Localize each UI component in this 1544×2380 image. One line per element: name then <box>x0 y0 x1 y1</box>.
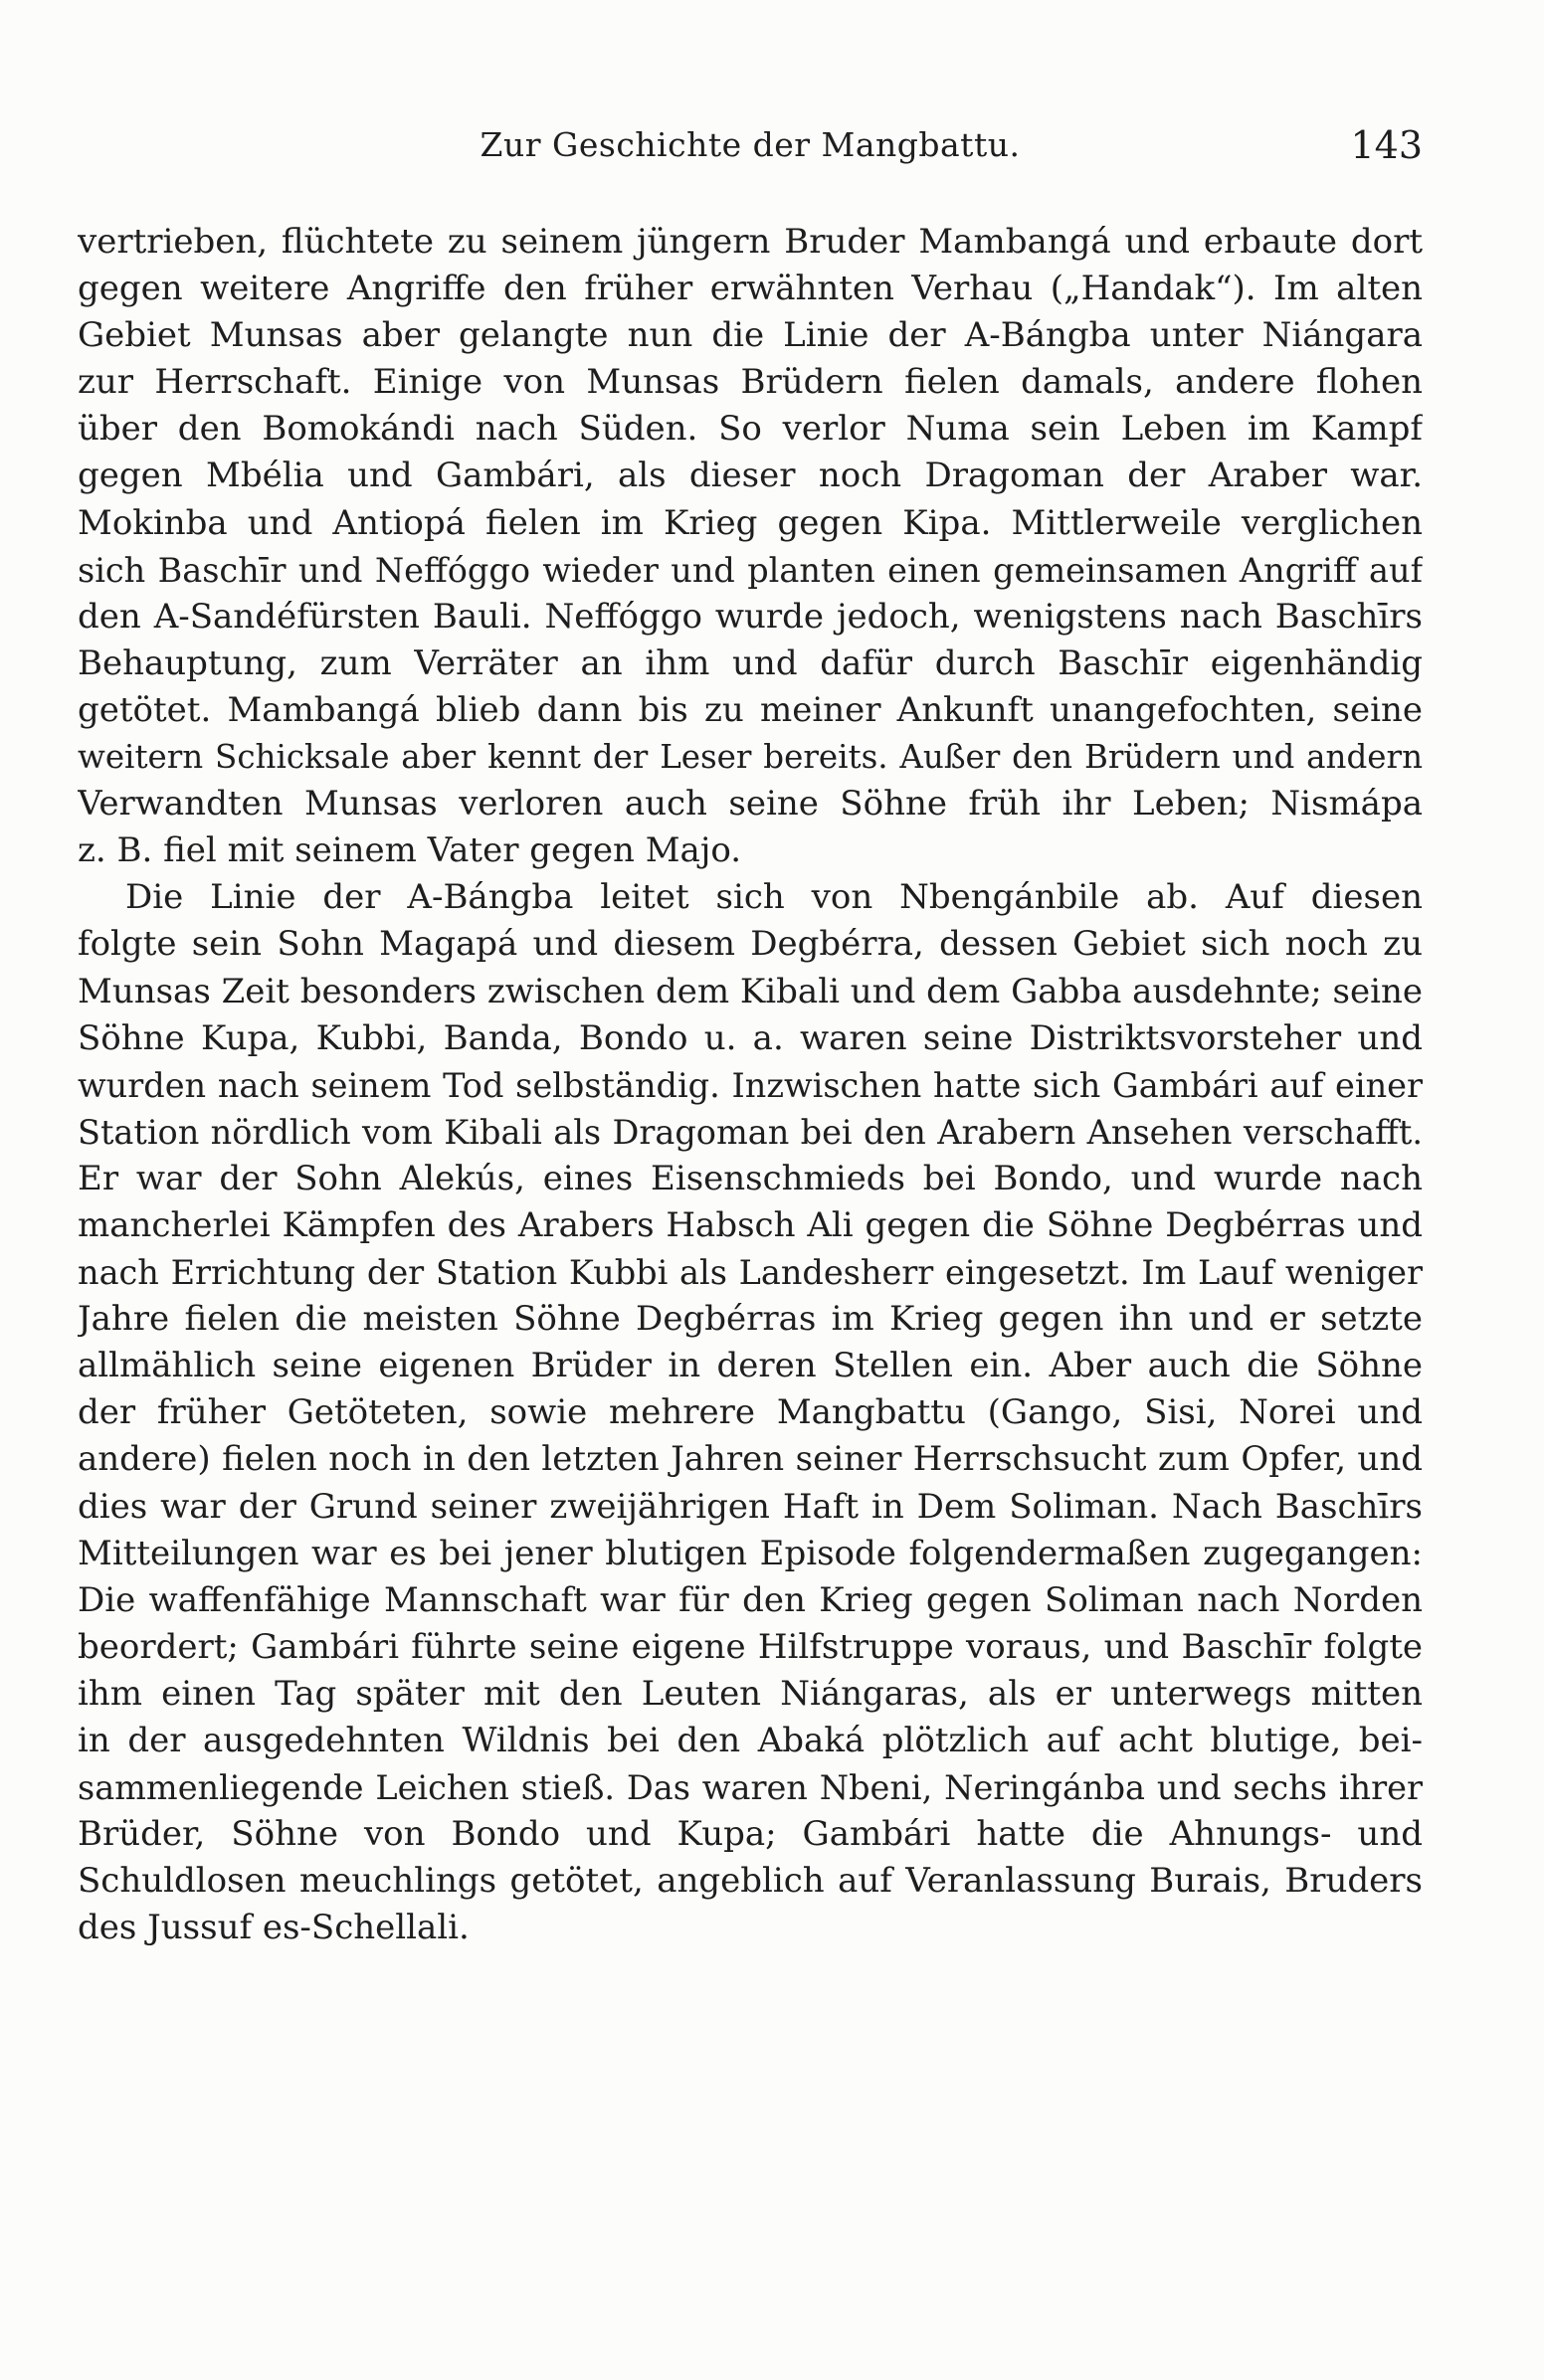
text-line: Schuldlosen meuchlings getötet, angeblich auf Veranlassung Burais, Bruders <box>78 1861 1423 1902</box>
text-line: Mitteilungen war es bei jener blutigen Episode folgendermaßen zugegangen: <box>78 1533 1423 1573</box>
page-header <box>78 125 1423 175</box>
text-line: sich Baschīr und Neffóggo wieder und planten einen gemeinsamen Angriff auf <box>78 550 1423 590</box>
text-line: andere) fielen noch in den letzten Jahren seiner Herrschsucht zum Opfer, und <box>78 1439 1423 1480</box>
text-line: Die Linie der A-Bángba leitet sich von Nbengánbile ab. Auf diesen <box>125 877 1423 918</box>
text-line: getötet. Mambangá blieb dann bis zu meiner Ankunft unangefochten, seine <box>78 689 1423 730</box>
text-line: z. B. fiel mit seinem Vater gegen Majo. <box>78 830 742 871</box>
text-line: Jahre fielen die meisten Söhne Degbérras im Krieg gegen ihn und er setzte <box>78 1299 1423 1340</box>
text-line: Munsas Zeit besonders zwischen dem Kibali und dem Gabba ausdehnte; seine <box>78 971 1423 1011</box>
text-line: Söhne Kupa, Kubbi, Banda, Bondo u. a. waren seine Distriktsvorsteher und <box>78 1017 1423 1058</box>
text-line: Verwandten Munsas verloren auch seine Söhne früh ihr Leben; Nismápa <box>78 784 1423 824</box>
text-line: des Jussuf es-Schellali. <box>78 1908 470 1948</box>
text-line: Gebiet Munsas aber gelangte nun die Linie der A-Bángba unter Niángara <box>78 315 1423 356</box>
text-line: zur Herrschaft. Einige von Munsas Brüdern fielen damals, andere flohen <box>78 362 1423 403</box>
text-line: ihm einen Tag später mit den Leuten Niángaras, als er unterwegs mitten <box>78 1673 1423 1714</box>
text-line: Die waffenfähige Mannschaft war für den Krieg gegen Soliman nach Norden <box>78 1579 1423 1620</box>
text-line: beordert; Gambári führte seine eigene Hilfstruppe voraus, und Baschīr folgte <box>78 1626 1423 1667</box>
text-line: weitern Schicksale aber kennt der Leser bereits. Außer den Brüdern und andern <box>78 738 1423 777</box>
text-line: mancherlei Kämpfen des Arabers Habsch Ali gegen die Söhne Degbérras und <box>78 1204 1423 1245</box>
text-line: vertrieben, flüchtete zu seinem jüngern Bruder Mambangá und erbaute dort <box>78 222 1423 262</box>
text-line: Behauptung, zum Verräter an ihm und dafür durch Baschīr eigenhändig <box>78 642 1423 683</box>
text-line: nach Errichtung der Station Kubbi als Landesherr eingesetzt. Im Lauf weniger <box>78 1253 1423 1293</box>
text-line: sammenliegende Leichen stieß. Das waren Nbeni, Neringánba und sechs ihrer <box>78 1768 1423 1808</box>
page-number: 143 <box>1350 123 1423 167</box>
text-line: in der ausgedehnten Wildnis bei den Abaká plötzlich auf acht blutige, bei- <box>78 1721 1423 1760</box>
running-title: Zur Geschichte der Mangbattu. <box>480 125 1021 164</box>
text-line: allmählich seine eigenen Brüder in deren Stellen ein. Aber auch die Söhne <box>78 1346 1423 1386</box>
text-line: Mokinba und Antiopá fielen im Krieg gegen Kipa. Mittlerweile verglichen <box>78 502 1423 543</box>
text-line: der früher Getöteten, sowie mehrere Mangbattu (Gango, Sisi, Norei und <box>78 1392 1423 1433</box>
text-line: den A-Sandéfürsten Bauli. Neffóggo wurde jedoch, wenigstens nach Baschīrs <box>78 596 1423 637</box>
text-line: folgte sein Sohn Magapá und diesem Degbérra, dessen Gebiet sich noch zu <box>78 924 1423 965</box>
text-line: Brüder, Söhne von Bondo und Kupa; Gambári hatte die Ahnungs- und <box>78 1814 1423 1855</box>
body-text <box>78 219 1423 1951</box>
text-line: gegen Mbélia und Gambári, als dieser noch Dragoman der Araber war. <box>78 456 1423 496</box>
text-line: über den Bomokándi nach Süden. So verlor Numa sein Leben im Kampf <box>78 409 1423 450</box>
text-line: dies war der Grund seiner zweijährigen Haft in Dem Soliman. Nach Baschīrs <box>78 1486 1423 1527</box>
text-line: Er war der Sohn Alekús, eines Eisenschmieds bei Bondo, und wurde nach <box>78 1158 1423 1198</box>
text-line: gegen weitere Angriffe den früher erwähnten Verhau („Handak“). Im alten <box>78 269 1423 309</box>
text-line: wurden nach seinem Tod selbständig. Inzwischen hatte sich Gambári auf einer <box>78 1065 1423 1105</box>
text-line: Station nördlich vom Kibali als Dragoman bei den Arabern Ansehen verschafft. <box>78 1112 1423 1152</box>
